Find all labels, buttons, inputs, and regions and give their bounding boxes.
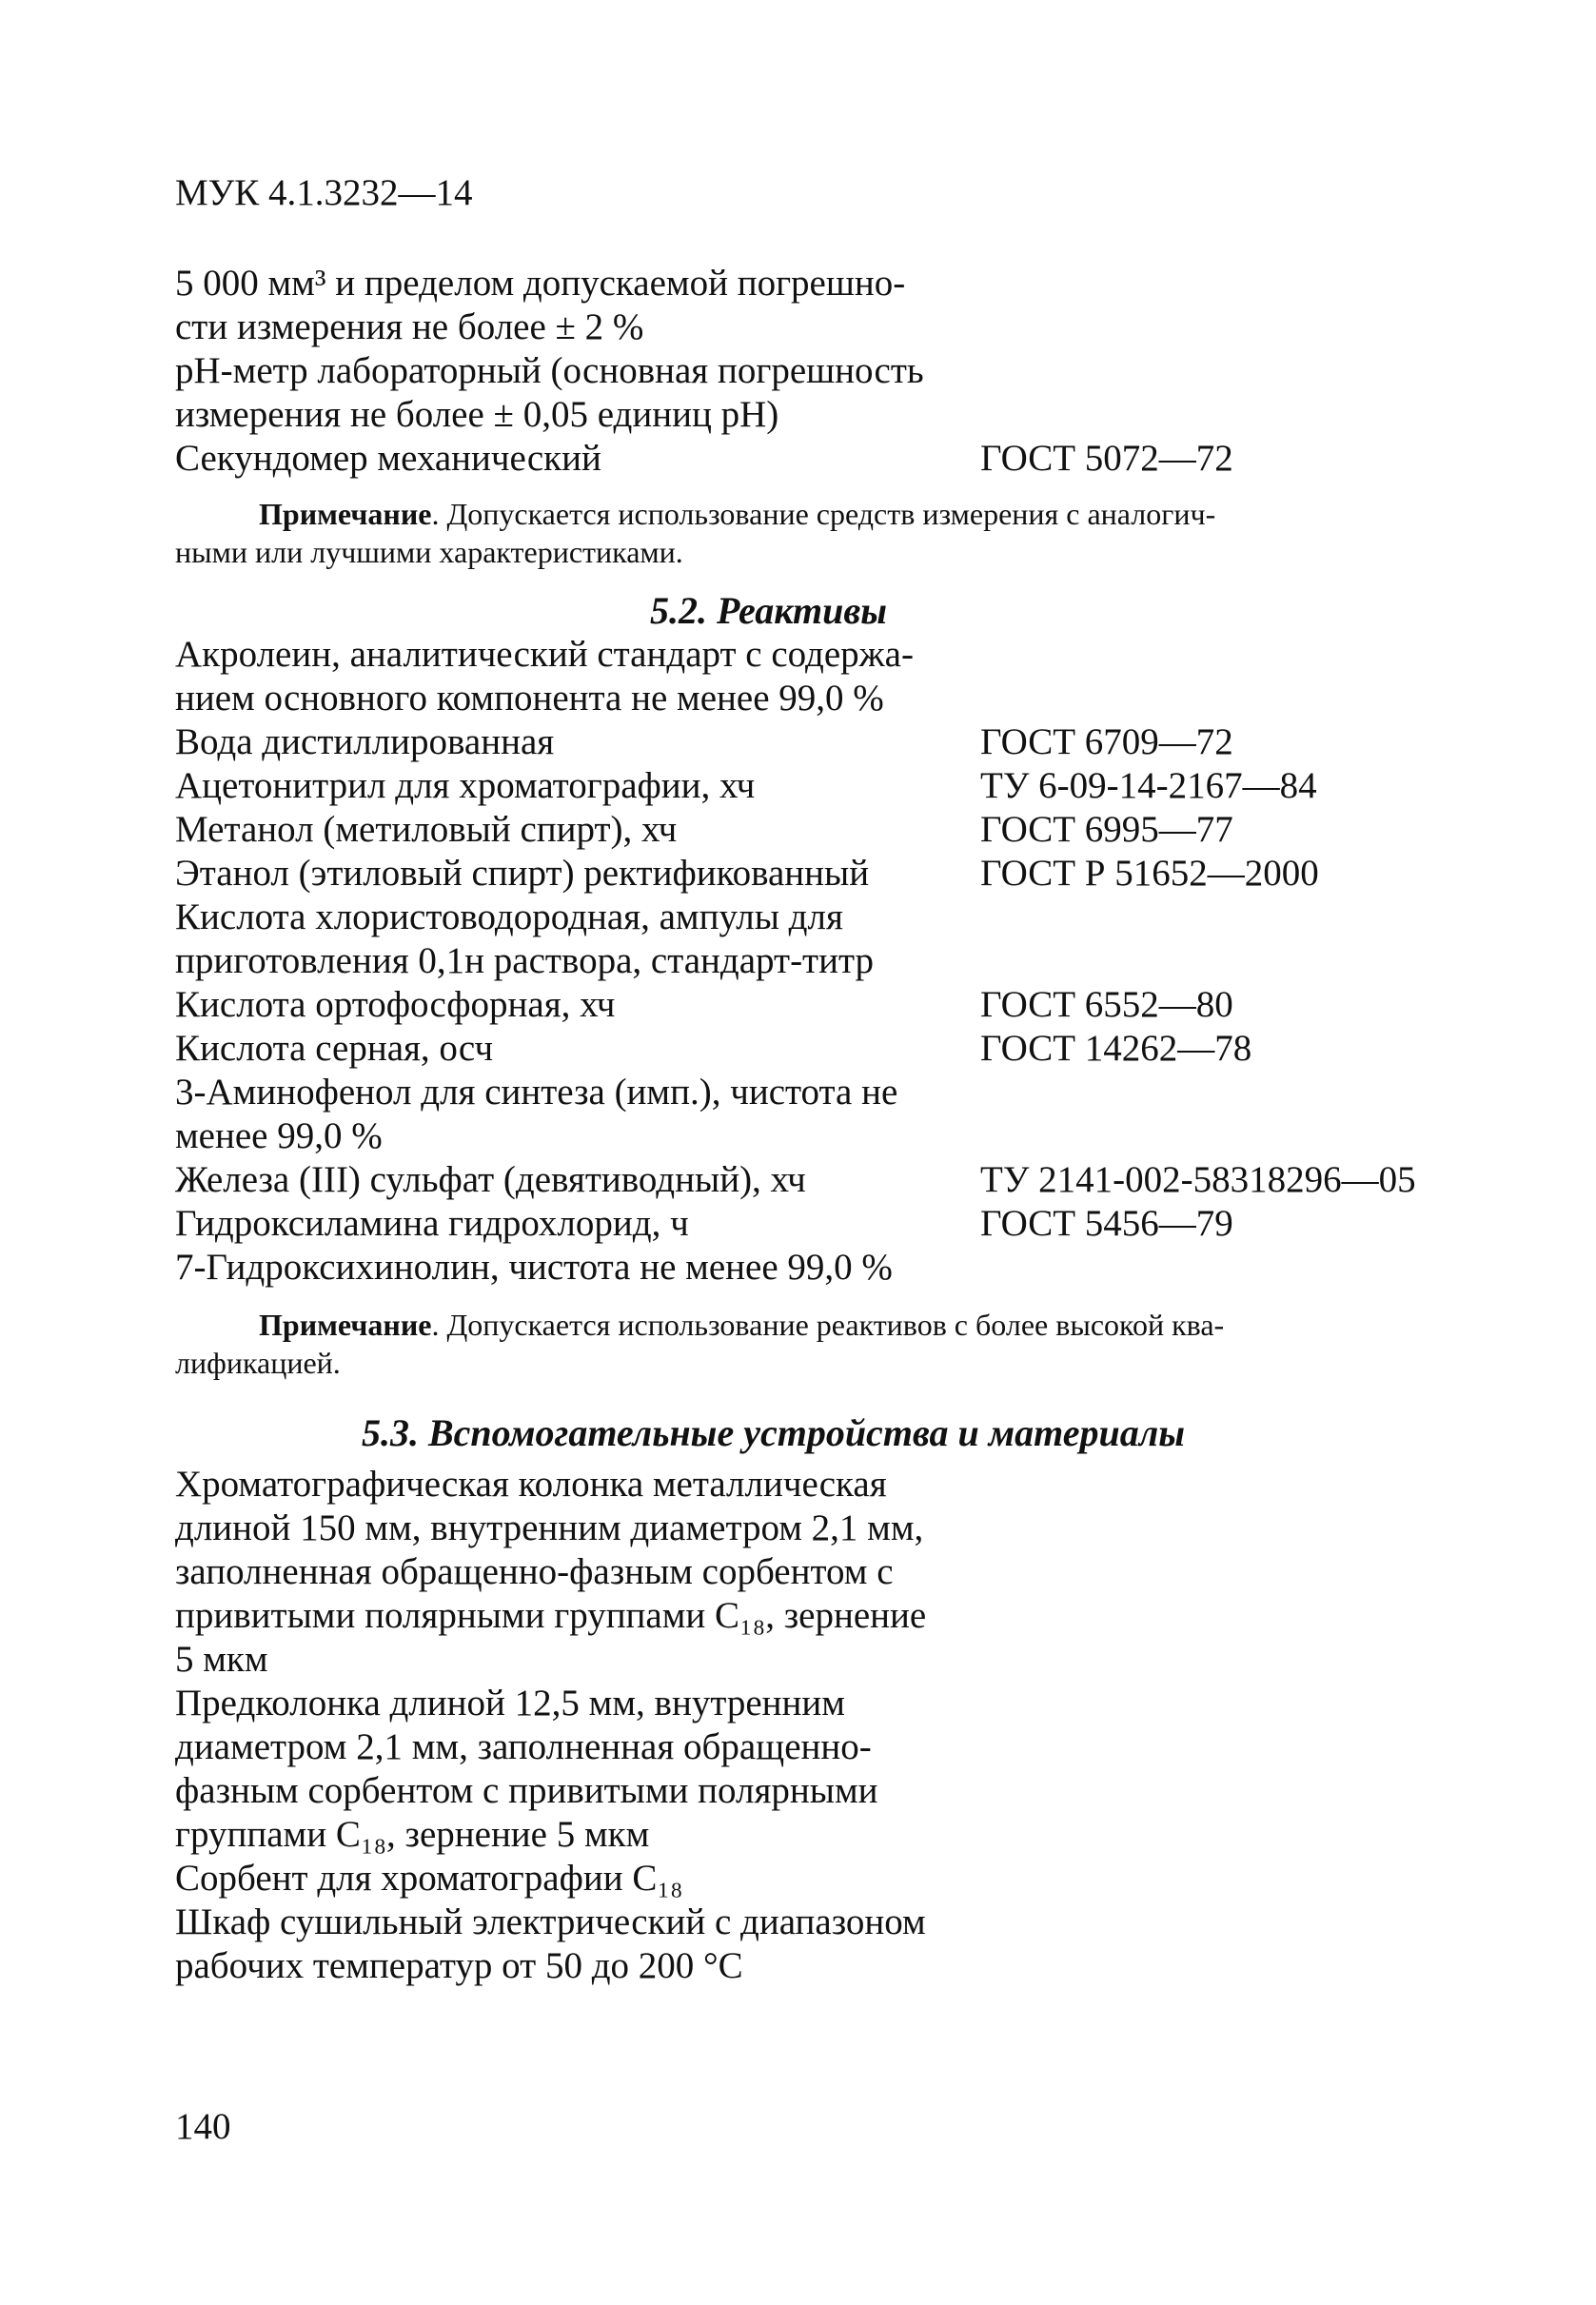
item-name: Гидроксиламина гидрохлорид, ч [175, 1203, 689, 1244]
item-name: Ацетонитрил для хроматографии, хч [175, 765, 756, 806]
item-standard: ГОСТ 5456—79 [980, 1203, 1233, 1244]
section-heading-reagents: 5.2. Реактивы [650, 589, 887, 632]
item-name: 3-Аминофенол для синтеза (имп.), чистота не [175, 1072, 898, 1113]
item-name: Хроматографическая колонка металлическая [175, 1464, 887, 1505]
section-heading-auxiliary: 5.3. Вспомогательные устройства и материалы [362, 1411, 1186, 1454]
note-label: Примечание [259, 497, 432, 531]
item-standard: ГОСТ Р 51652—2000 [980, 853, 1319, 894]
item-standard: ГОСТ 6995—77 [980, 809, 1233, 850]
item-name: Шкаф сушильный электрический с диапазоном [175, 1901, 926, 1942]
item-name: заполненная обращенно-фазным сорбентом с [175, 1551, 894, 1592]
item-standard: ТУ 6-09-14-2167—84 [980, 765, 1317, 806]
item-name: фазным сорбентом с привитыми полярными [175, 1770, 878, 1811]
item-name: приготовления 0,1н раствора, стандарт-титр [175, 940, 874, 981]
note-text: . Допускается использование реактивов с более высокой ква- [431, 1308, 1225, 1342]
note-label: Примечание [259, 1308, 432, 1342]
item-name: группами C₁₈, зернение 5 мкм [175, 1814, 650, 1855]
page-number: 140 [175, 2106, 231, 2147]
item-name: Сорбент для хроматографии C₁₈ [175, 1858, 683, 1899]
note-text: . Допускается использование средств измерения с аналогич- [431, 497, 1216, 531]
item-name: менее 99,0 % [175, 1115, 383, 1156]
item-name: нием основного компонента не менее 99,0 % [175, 678, 884, 719]
note-reagents [175, 1306, 1412, 1382]
item-standard: ТУ 2141-002-58318296—05 [980, 1159, 1416, 1200]
item-name: измерения не более ± 0,05 единиц рН) [175, 394, 779, 435]
item-name: Кислота ортофосфорная, хч [175, 984, 616, 1025]
note-text-cont: ными или лучшими характеристиками. [175, 535, 683, 569]
item-name: Кислота серная, осч [175, 1028, 494, 1069]
item-name: длиной 150 мм, внутренним диаметром 2,1 мм, [175, 1507, 924, 1548]
item-standard: ГОСТ 5072—72 [980, 438, 1233, 479]
note-measure [175, 495, 1412, 571]
item-name: 7-Гидроксихинолин, чистота не менее 99,0 % [175, 1247, 893, 1288]
item-name: диаметром 2,1 мм, заполненная обращенно- [175, 1726, 872, 1767]
item-name: Предколонка длиной 12,5 мм, внутренним [175, 1683, 845, 1724]
item-name: Кислота хлористоводородная, ампулы для [175, 896, 843, 937]
item-name: Этанол (этиловый спирт) ректификованный [175, 853, 870, 894]
item-name: Метанол (метиловый спирт), хч [175, 809, 678, 850]
note-text-cont: лификацией. [175, 1346, 341, 1380]
item-name: рабочих температур от 50 до 200 °С [175, 1945, 743, 1986]
item-standard: ГОСТ 14262—78 [980, 1028, 1252, 1069]
item-standard: ГОСТ 6709—72 [980, 721, 1233, 762]
document-header: МУК 4.1.3232—14 [175, 172, 473, 213]
item-name: привитыми полярными группами C₁₈, зернение [175, 1595, 927, 1636]
item-name: рН-метр лабораторный (основная погрешность [175, 350, 924, 391]
item-name: Секундомер механический [175, 438, 601, 479]
item-name: сти измерения не более ± 2 % [175, 306, 644, 347]
item-name: Железа (III) сульфат (девятиводный), хч [175, 1159, 806, 1200]
item-name: 5 мкм [175, 1639, 268, 1680]
item-name: Вода дистиллированная [175, 721, 555, 762]
item-name: Акролеин, аналитический стандарт с содержа- [175, 634, 914, 675]
item-name: 5 000 мм³ и пределом допускаемой погрешно- [175, 263, 906, 304]
item-standard: ГОСТ 6552—80 [980, 984, 1233, 1025]
